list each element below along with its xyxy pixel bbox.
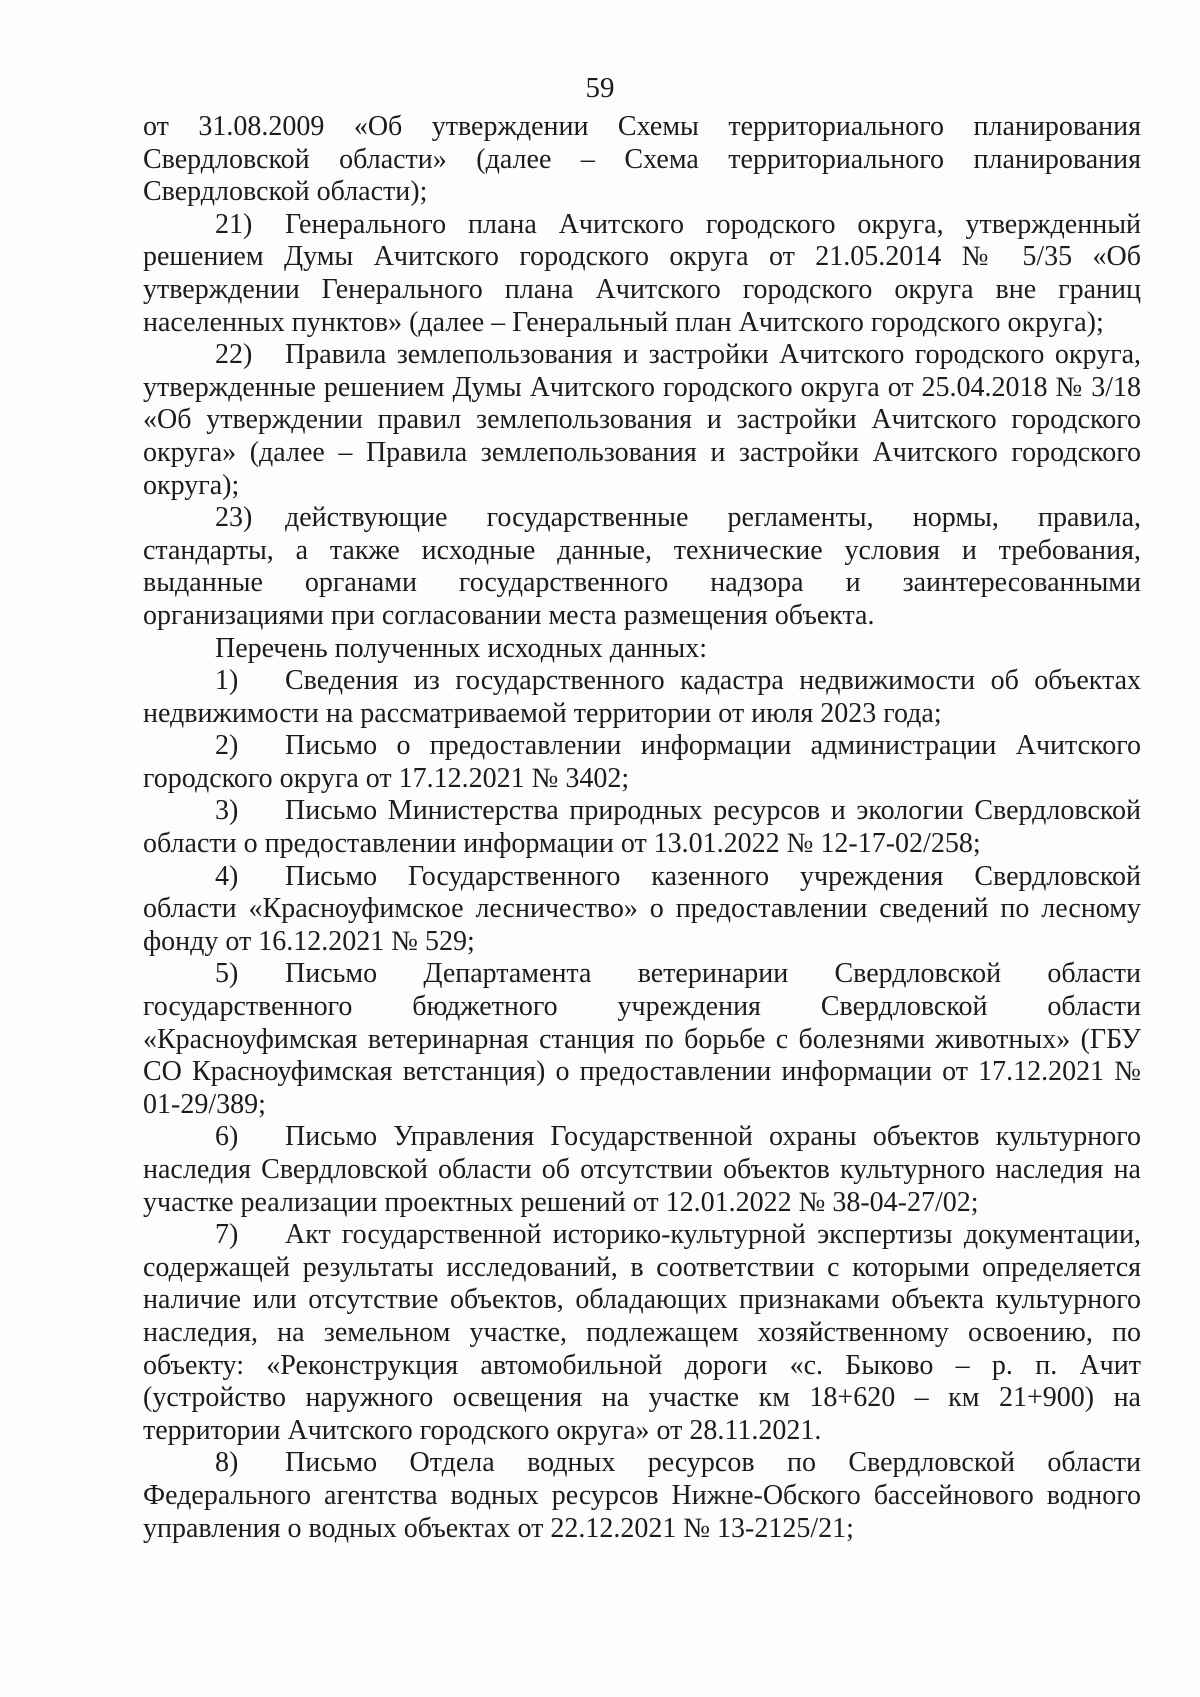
list-item-number: 5) (215, 958, 239, 990)
list-item (143, 339, 1141, 502)
list-item-text: Правила землепользования и застройки Ачитского городского округа, утвержденные решением Думы Ачитского городского округа от 25.04.2018 № 3/18 «Об утверждении правил землепользования и застройки Ачитского городского округа» (далее – Правила землепользования и застройки Ачитского городского округа); (143, 339, 1141, 501)
list-item-text: Письмо о предоставлении информации администрации Ачитского городского округа от 17.12.2021 № 3402; (143, 730, 1141, 794)
list-item (143, 1121, 1141, 1219)
list-item-text: Письмо Министерства природных ресурсов и экологии Свердловской области о предоставлении информации от 13.01.2022 № 12-17-02/258; (143, 795, 1141, 860)
paragraph-text: от 31.08.2009 «Об утверждении Схемы территориального планирования Свердловской области» (далее – Схема территориального планирования Свердловской области); (143, 111, 1141, 208)
list-item-text: Письмо Департамента ветеринарии Свердловской области государственного бюджетного учреждения Свердловской области «Красноуфимская ветеринарная станция по борьбе с болезнями животных» (ГБУ СО Красноуфимская ветстанция) о предоставлении информации от 17.12.2021 № 01-29/389; (143, 958, 1141, 1120)
document-body (143, 111, 1141, 1545)
list-item-number: 7) (215, 1219, 239, 1251)
list-item-number: 2) (215, 730, 239, 762)
list-item-number: 6) (215, 1121, 239, 1153)
list-item (143, 1219, 1141, 1447)
list-item-text: Письмо Отдела водных ресурсов по Свердловской области Федерального агентства водных ресурсов Нижне-Обского бассейнового водного управления о водных объектах от 22.12.2021 № 13-2125/21; (143, 1447, 1141, 1544)
list-item-text: Генерального плана Ачитского городского округа, утвержденный решением Думы Ачитского городского округа от 21.05.2014 № 5/35 «Об утверждении Генерального плана Ачитского городского округа вне границ населенных пунктов» (далее – Генеральный план Ачитского городского округа); (143, 208, 1141, 338)
list-item (143, 665, 1141, 730)
list-item (143, 502, 1141, 632)
list-item-number: 8) (215, 1447, 239, 1479)
list-item-text: действующие государственные регламенты, нормы, правила, стандарты, а также исходные данные, технические условия и требования, выданные органами государственного надзора и заинтересованными организациями при согласовании места размещения объекта. (143, 502, 1141, 631)
paragraph-scheme-continuation (143, 111, 1141, 209)
list-heading-text: Перечень полученных исходных данных: (215, 632, 707, 664)
list-item-number: 23) (215, 502, 253, 534)
list-heading (143, 633, 1141, 666)
list-item-text: Акт государственной историко-культурной экспертизы документации, содержащей результаты исследований, в соответствии с которыми определяется наличие или отсутствие объектов, обладающих признаками объекта культурного наследия, на земельном участке, подлежащем хозяйственному освоению, по объекту: «Реконструкция автомобильной дороги «с. Быково – р. п. Ачит (устройство наружного освещения на участке км 18+620 – км 21+900) на территории Ачитского городского округа» от 28.11.2021. (143, 1219, 1141, 1446)
list-item (143, 1447, 1141, 1545)
page-number: 59 (585, 72, 615, 104)
list-item (143, 861, 1141, 959)
list-item (143, 209, 1141, 339)
list-item-number: 21) (215, 208, 253, 240)
list-item-number: 3) (215, 795, 239, 827)
list-item-number: 22) (215, 339, 253, 371)
list-item-number: 4) (215, 860, 239, 892)
list-item (143, 730, 1141, 795)
list-item (143, 958, 1141, 1121)
list-item-text: Письмо Государственного казенного учреждения Свердловской области «Красноуфимское лесничество» о предоставлении сведений по лесному фонду от 16.12.2021 № 529; (143, 860, 1141, 957)
list-item-number: 1) (215, 665, 239, 697)
list-item-text: Письмо Управления Государственной охраны объектов культурного наследия Свердловской области об отсутствии объектов культурного наследия на участке реализации проектных решений от 12.01.2022 № 38-04-27/02; (143, 1121, 1141, 1218)
list-item (143, 795, 1141, 860)
list-item-text: Сведения из государственного кадастра недвижимости об объектах недвижимости на рассматриваемой территории от июля 2023 года; (143, 665, 1141, 729)
